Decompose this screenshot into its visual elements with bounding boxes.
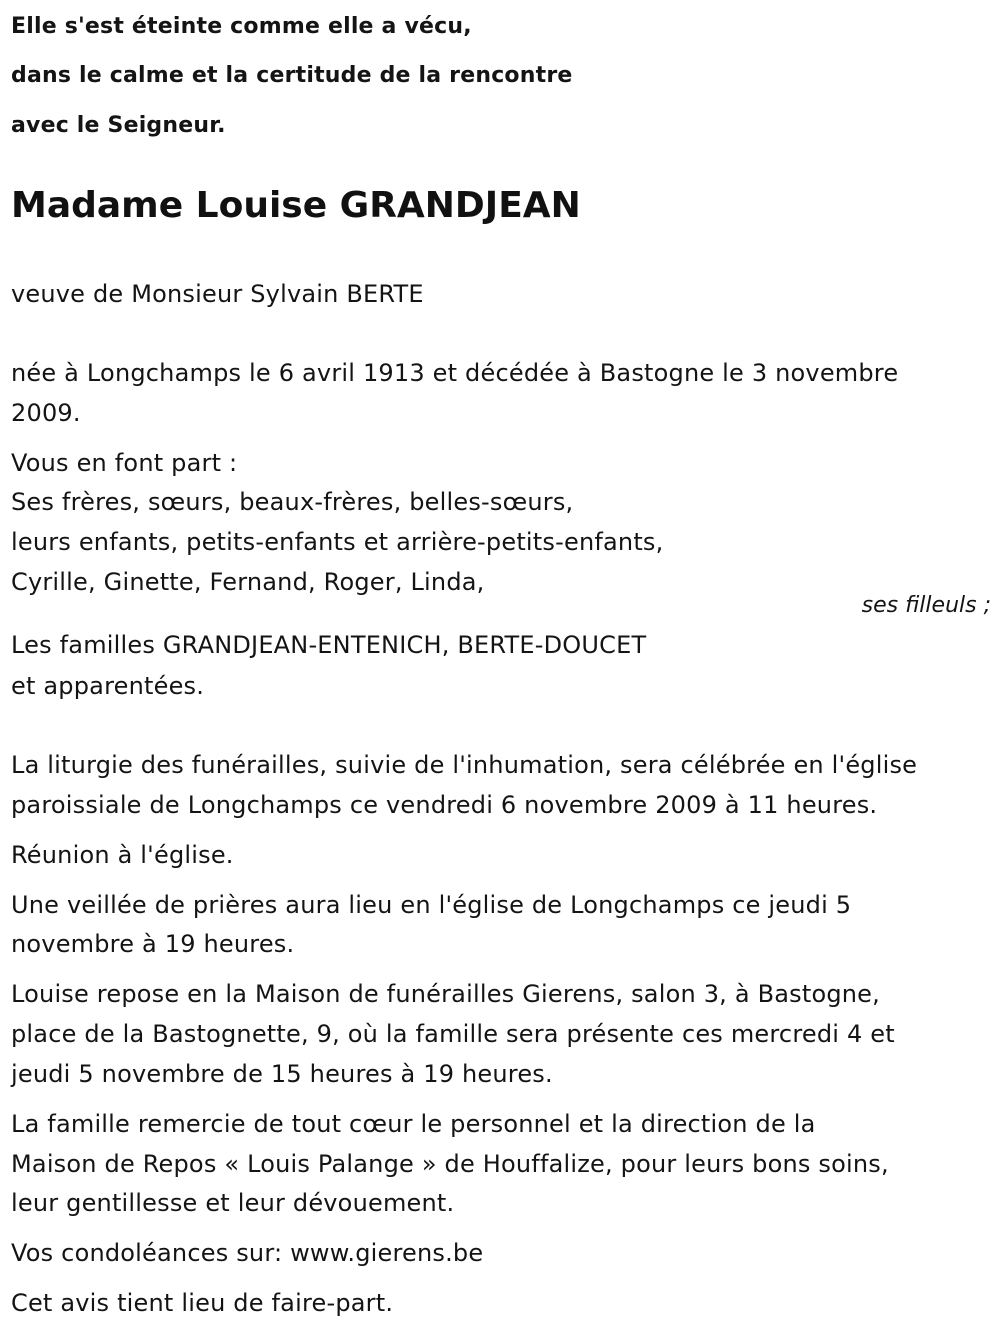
birth-death-line: 2009. xyxy=(11,399,81,427)
resting-line: jeudi 5 novembre de 15 heures à 19 heures. xyxy=(11,1060,553,1088)
epigraph-line: Elle s'est éteinte comme elle a vécu, xyxy=(11,14,472,39)
announcers-line: Ses frères, sœurs, beaux-frères, belles-sœurs, xyxy=(11,488,574,516)
epigraph-line: dans le calme et la certitude de la rencontre xyxy=(11,63,573,88)
condolences-text: Vos condoléances sur: www.gierens.be xyxy=(11,1239,484,1267)
announcers-line: Cyrille, Ginette, Fernand, Roger, Linda, xyxy=(11,568,485,596)
liturgy-line: La liturgie des funérailles, suivie de l'inhumation, sera célébrée en l'église xyxy=(11,751,918,779)
vigil-line: novembre à 19 heures. xyxy=(11,930,295,958)
deceased-name: Madame Louise GRANDJEAN xyxy=(11,185,581,226)
epigraph-line: avec le Seigneur. xyxy=(11,113,226,138)
families-line: Les familles GRANDJEAN-ENTENICH, BERTE-DOUCET xyxy=(11,631,647,659)
birth-death-line: née à Longchamps le 6 avril 1913 et décédée à Bastogne le 3 novembre xyxy=(11,359,899,387)
notice-text: Cet avis tient lieu de faire-part. xyxy=(11,1289,394,1317)
families-line: et apparentées. xyxy=(11,672,205,700)
obituary-notice xyxy=(11,0,993,1337)
widow-of-text: veuve de Monsieur Sylvain BERTE xyxy=(11,280,424,308)
meeting-text: Réunion à l'église. xyxy=(11,841,234,869)
liturgy-line: paroissiale de Longchamps ce vendredi 6 novembre 2009 à 11 heures. xyxy=(11,791,878,819)
announcers-line: leurs enfants, petits-enfants et arrière-petits-enfants, xyxy=(11,528,664,556)
resting-line: Louise repose en la Maison de funérailles Gierens, salon 3, à Bastogne, xyxy=(11,980,880,1008)
vigil-line: Une veillée de prières aura lieu en l'église de Longchamps ce jeudi 5 xyxy=(11,891,852,919)
announcers-intro: Vous en font part : xyxy=(11,449,238,477)
godchildren-note: ses filleuls ; xyxy=(861,593,991,618)
thanks-line: Maison de Repos « Louis Palange » de Houffalize, pour leurs bons soins, xyxy=(11,1150,889,1178)
resting-line: place de la Bastognette, 9, où la famille sera présente ces mercredi 4 et xyxy=(11,1020,895,1048)
thanks-line: La famille remercie de tout cœur le personnel et la direction de la xyxy=(11,1110,816,1138)
thanks-line: leur gentillesse et leur dévouement. xyxy=(11,1189,455,1217)
